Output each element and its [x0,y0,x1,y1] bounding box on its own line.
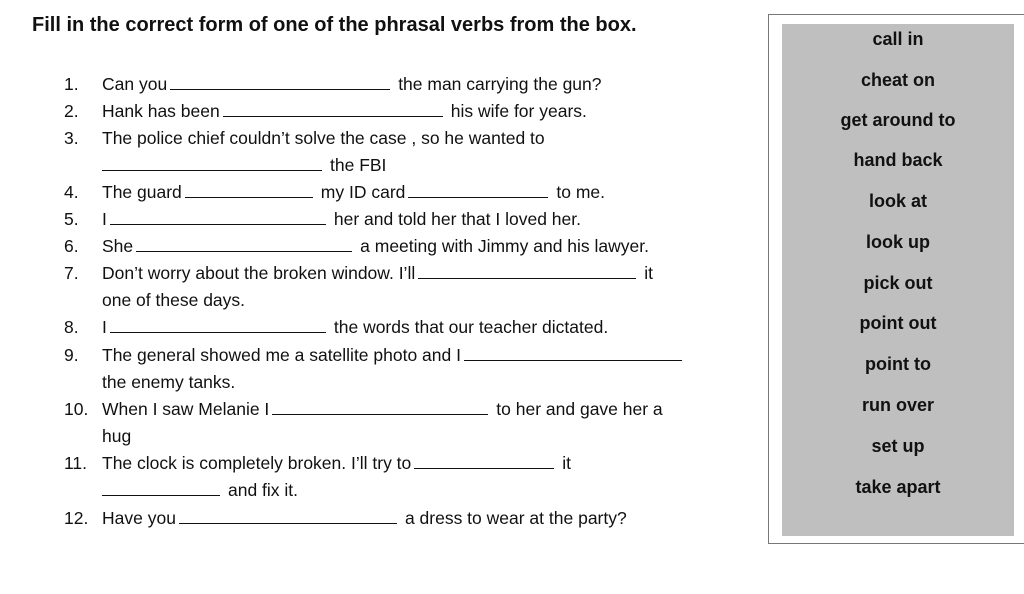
verb-item: take apart [855,477,941,497]
question-3-continuation [102,154,386,176]
question-number: 7. [64,263,79,283]
verb-item: run over [861,395,935,415]
answer-blank[interactable] [408,183,548,198]
question-1 [64,73,602,95]
question-text: to me. [556,182,606,202]
question-text: the enemy tanks. [102,372,236,392]
question-number: 6. [64,236,79,256]
question-9-continuation [102,371,235,393]
question-text: When I saw Melanie I [102,399,270,419]
answer-blank[interactable] [223,102,443,117]
question-9 [64,344,690,366]
verb-item: cheat on [860,70,935,90]
question-text: Have you [102,508,176,528]
answer-blank[interactable] [110,318,326,333]
question-text: his wife for years. [450,101,587,121]
question-text: the man carrying the gun? [398,74,602,94]
question-8 [64,316,608,338]
answer-blank[interactable] [102,156,322,171]
question-number: 11. [64,453,88,473]
verb-item: point to [865,354,931,374]
question-number: 4. [64,182,79,202]
question-text: I [102,317,107,337]
question-number: 1. [64,74,79,94]
question-4 [64,181,605,203]
question-number: 5. [64,209,79,229]
question-text: it [644,263,653,283]
question-text: one of these days. [102,290,246,310]
question-5 [64,208,581,230]
answer-blank[interactable] [136,237,352,252]
question-10-continuation [102,425,131,447]
answer-blank[interactable] [170,75,390,90]
question-text: her and told her that I loved her. [333,209,581,229]
question-text: hug [102,426,132,446]
verb-item: point out [859,313,937,333]
question-text: and fix it. [228,480,299,500]
question-number: 2. [64,101,79,121]
answer-blank[interactable] [179,509,397,524]
question-7-continuation [102,289,245,311]
answer-blank[interactable] [272,400,488,415]
answer-blank[interactable] [185,183,313,198]
verb-item: set up [871,436,925,456]
verb-item: pick out [863,273,933,293]
question-6 [64,235,649,257]
answer-blank[interactable] [418,264,636,279]
question-10 [64,398,663,420]
question-text: She [102,236,134,256]
instruction-title: Fill in the correct form of one of the phrasal verbs from the box. [32,14,637,36]
question-number: 8. [64,317,79,337]
question-text: the words that our teacher dictated. [333,317,609,337]
answer-blank[interactable] [110,210,326,225]
question-text: The clock is completely broken. I’ll try to [102,453,412,473]
verb-item: get around to [840,110,956,130]
question-number: 9. [64,345,79,365]
verb-item: call in [872,29,924,49]
question-7 [64,262,653,284]
question-text: my ID card [320,182,406,202]
question-text: a meeting with Jimmy and his lawyer. [360,236,650,256]
question-number: 12. [64,508,89,528]
question-text: The guard [102,182,182,202]
answer-blank[interactable] [414,454,554,469]
verb-item: look up [866,232,930,252]
question-text: the FBI [330,155,387,175]
question-number: 3. [64,128,79,148]
question-text: to her and gave her a [496,399,663,419]
question-2 [64,100,587,122]
question-text: it [562,453,572,473]
question-11-continuation [102,479,298,501]
answer-blank[interactable] [102,481,220,496]
question-3 [64,127,545,149]
question-text: Hank has been [102,101,220,121]
question-11 [64,452,571,474]
verb-item: look at [868,191,927,211]
answer-blank[interactable] [464,346,682,361]
verb-item: hand back [853,150,943,170]
question-text: Can you [102,74,168,94]
question-text: The general showed me a satellite photo and I [102,345,461,365]
question-12 [64,507,627,529]
question-number: 10. [64,399,89,419]
question-text: a dress to wear at the party? [404,508,627,528]
question-text: The police chief couldn’t solve the case , so he wanted to [102,128,545,148]
question-text: Don’t worry about the broken window. I’ll [102,263,416,283]
question-text: I [102,209,107,229]
